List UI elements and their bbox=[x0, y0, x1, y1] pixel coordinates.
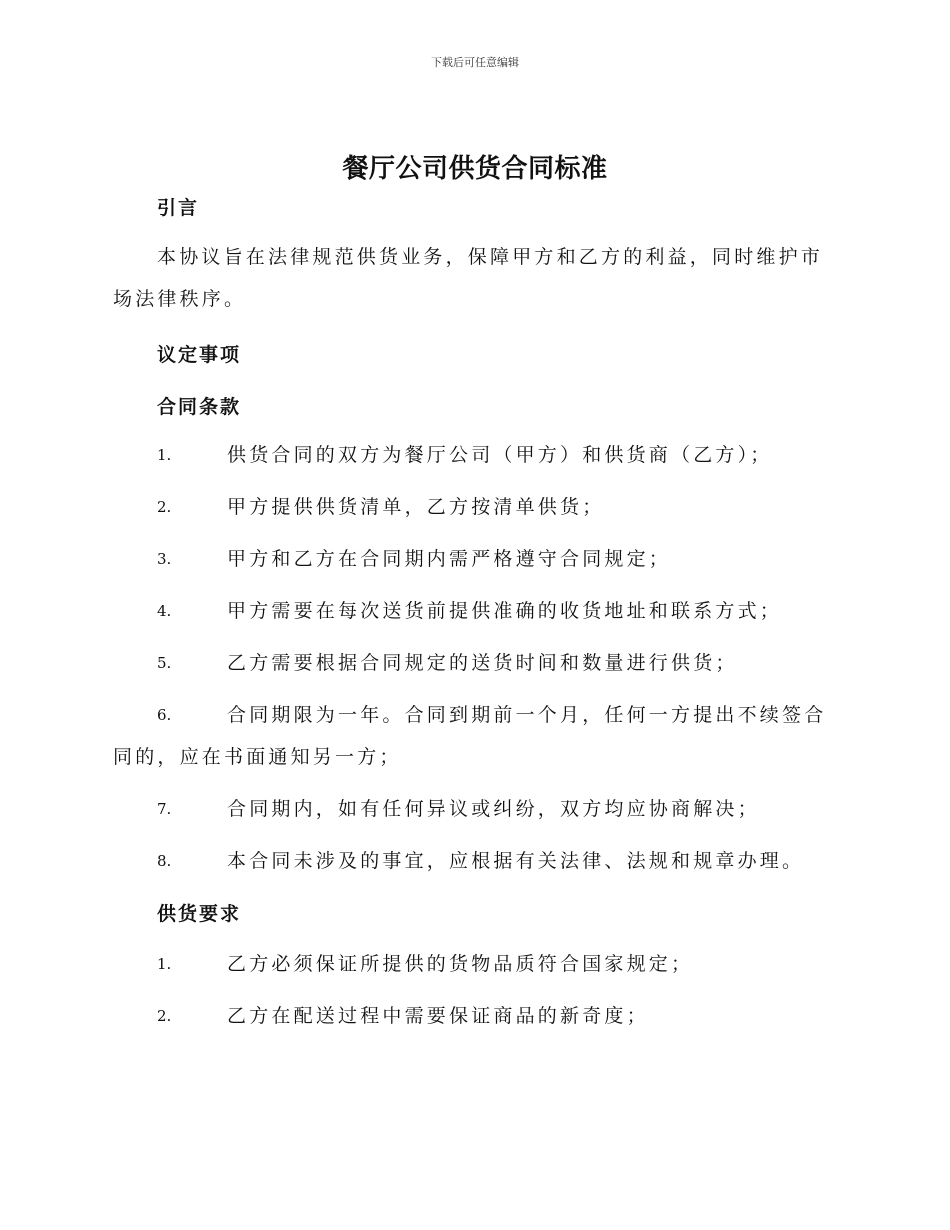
supply-requirements-heading: 供货要求 bbox=[157, 903, 242, 925]
list-text: 甲方和乙方在合同期内需严格遵守合同规定； bbox=[227, 548, 672, 570]
supply-requirement-item-2 bbox=[113, 995, 833, 1037]
list-number: 3. bbox=[157, 550, 172, 568]
list-number: 7. bbox=[157, 800, 172, 818]
contract-terms-heading: 合同条款 bbox=[157, 396, 242, 418]
document-title: 餐厅公司供货合同标准 bbox=[342, 154, 608, 184]
list-text: 合同期限为一年。合同到期前一个月，任何一方提出不续签合同的，应在书面通知另一方； bbox=[113, 704, 827, 768]
list-text: 乙方需要根据合同规定的送货时间和数量进行供货； bbox=[227, 652, 738, 674]
contract-term-item-1 bbox=[113, 434, 833, 476]
agreed-matters-heading: 议定事项 bbox=[157, 344, 242, 366]
contract-term-item-2 bbox=[113, 486, 833, 528]
contract-term-item-4 bbox=[113, 590, 833, 632]
list-number: 5. bbox=[157, 654, 172, 672]
supply-requirement-item-1 bbox=[113, 943, 833, 985]
list-text: 供货合同的双方为餐厅公司（甲方）和供货商（乙方）； bbox=[227, 444, 773, 466]
intro-heading: 引言 bbox=[157, 197, 200, 219]
list-number: 6. bbox=[157, 706, 172, 724]
list-text: 乙方在配送过程中需要保证商品的新奇度； bbox=[227, 1005, 649, 1027]
contract-term-item-6 bbox=[113, 694, 833, 778]
list-number: 2. bbox=[157, 498, 172, 516]
list-number: 4. bbox=[157, 602, 172, 620]
list-text: 甲方提供供货清单，乙方按清单供货； bbox=[227, 496, 605, 518]
list-text: 乙方必须保证所提供的货物品质符合国家规定； bbox=[227, 953, 694, 975]
contract-term-item-5 bbox=[113, 642, 833, 684]
list-number: 8. bbox=[157, 852, 172, 870]
contract-term-item-8 bbox=[113, 840, 833, 882]
header-note: 下载后可任意编辑 bbox=[431, 56, 519, 69]
list-number: 1. bbox=[157, 446, 172, 464]
list-number: 1. bbox=[157, 955, 172, 973]
intro-paragraph: 本协议旨在法律规范供货业务，保障甲方和乙方的利益，同时维护市场法律秩序。 bbox=[113, 246, 824, 310]
list-text: 本合同未涉及的事宜，应根据有关法律、法规和规章办理。 bbox=[227, 850, 805, 872]
list-number: 2. bbox=[157, 1007, 172, 1025]
contract-term-item-7 bbox=[113, 788, 833, 830]
list-text: 合同期内，如有任何异议或纠纷，双方均应协商解决； bbox=[227, 798, 760, 820]
list-text: 甲方需要在每次送货前提供准确的收货地址和联系方式； bbox=[227, 600, 783, 622]
contract-term-item-3 bbox=[113, 538, 833, 580]
